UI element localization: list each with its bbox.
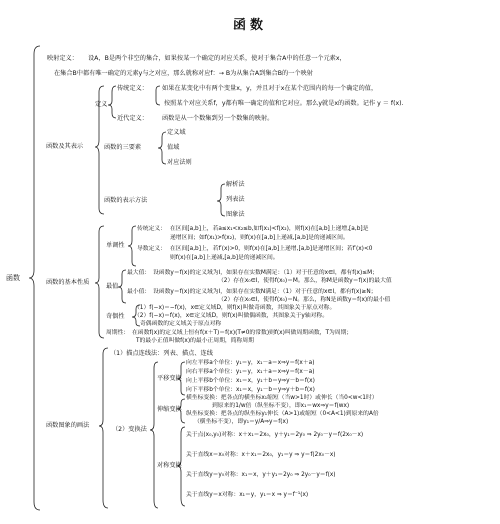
shift-down: 向下平移b个单位：x₁＝x，y₁－b＝y⇒y＋b＝f(x) xyxy=(186,387,315,393)
mono-trad-line-2: 递增区间；如f(x₁)>f(x₂)，则f(x)在[a,b]上递减,[a,b]是的递减区间。 xyxy=(170,235,349,241)
sym-yx: 关于直线y＝x对称：x₁＝y，y₁＝x ⇒ y＝f⁻¹(x) xyxy=(186,492,309,498)
shift-right: 向右平移a个单位：y₁＝y，x₁＋a＝x⇒y＝f(x－a) xyxy=(186,369,315,375)
parity-note: 奇偶函数的定义域关于原点对称 xyxy=(140,321,222,327)
parity-line-1: （1）f(−x)＝−f(x)，x∈定义域D，则f(x)叫做奇函数，其图象关于原点对称。 xyxy=(134,305,336,311)
plot-method: （1）描点连线法：列表、描点、连线 xyxy=(110,350,213,357)
parity-label: 奇偶性 xyxy=(106,313,125,320)
rep-analytic: 解析法 xyxy=(226,181,245,188)
sym-y0: 关于直线y＝y₀对称：x₁＝x，y＋y₁＝2y₀ ⇒ 2y₀－y＝f(x) xyxy=(186,472,336,478)
traditional-def-label: 传统定义： xyxy=(117,85,148,92)
sym-x0: 关于直线x＝x₀对称：x＋x₁＝2x₀，y₁＝y ⇒ y＝f(2x₀－x) xyxy=(186,452,336,458)
max-line-1: 设函数y＝f(x)的定义域为I，如果存在实数M满足：（1）对于任意的x∈I，都有f(x)≤M； xyxy=(153,270,378,276)
element-range: 值域 xyxy=(167,144,180,151)
element-rule: 对应法则 xyxy=(167,159,192,166)
modern-def-label: 近代定义： xyxy=(117,115,148,122)
monotonic-label: 单调性 xyxy=(106,242,125,249)
min-label: 最小值： xyxy=(127,289,151,295)
period-label: 周期性： xyxy=(106,330,130,336)
mapping-line-2: 在集合B中都有唯一确定的元素y与之对应，那么就称对应f：→ B为从集合A到集合B的一个映射 xyxy=(54,70,313,77)
properties-label: 函数的基本性质 xyxy=(46,279,90,286)
min-line-1: 设函数y＝f(x)的定义域为I，如果存在实数N满足：（1）对于任意的x∈I，都有f(x)≥N； xyxy=(153,289,377,295)
stretch-x-2: 到原来的1/w倍（纵坐标不变），即x₁＝wx⇒y＝f(wx) xyxy=(212,403,350,409)
symmetry-label: 对称变换 xyxy=(157,462,182,469)
mono-deriv-line-1: 在区间[a,b]上，若f′(x)>0，则f(x)在[a,b]上递增,[a,b]是递增区间；若f′(x)<0 xyxy=(170,246,373,252)
shift-left: 向左平移a个单位：y₁＝y，x₁－a＝x⇒y＝f(x＋a) xyxy=(186,360,315,366)
extreme-label: 最值 xyxy=(106,283,119,290)
shift-label: 平移变换 xyxy=(157,375,182,382)
mapping-line-1: 设A，B是两个非空的集合，如果按某一个确定的对应关系，使对于集合A中的任意一个元素x， xyxy=(88,55,346,62)
mono-deriv-line-2: 则f(x)在[a,b]上递减,[a,b]是的递减区间。 xyxy=(170,255,279,261)
period-line-1: 在函数f(x)的定义域上恒有f(x＋T)＝f(x)(T≠0的常数)则f(x)叫做周期函数，T为周期； xyxy=(132,330,353,336)
max-label: 最大值： xyxy=(127,270,151,276)
traditional-def-line-2: 按照某个对应关系f，y都有唯一确定的值和它对应。那么y就是x的函数。记作 y ＝ f(x). xyxy=(164,100,404,107)
concept-label: 函数及其表示 xyxy=(46,143,84,150)
representation-label: 函数的表示方法 xyxy=(104,197,148,204)
stretch-x-1: 横坐标变换：把各点的横坐标x₁缩短（当w>1时）或伸长（当0<w<1时） xyxy=(186,395,378,401)
three-elements-label: 函数的三要素 xyxy=(104,144,142,151)
max-line-2: （2）存在x₀∈I，使得f(x₀)＝M。那么，称M是函数y＝f(x)的最大值 xyxy=(218,278,392,284)
stretch-y-1: 纵坐标变换：把各点的纵坐标y₁伸长（A>1)或缩短（0<A<1)到原来的A倍 xyxy=(186,411,379,417)
root-label: 函数 xyxy=(6,274,20,282)
min-line-2: （2）存在x₀∈I，使得f(x₀)＝N。那么，称N是函数y＝f(x)的最小值 xyxy=(218,297,391,303)
mono-trad-label: 传统定义： xyxy=(137,226,166,232)
element-domain: 定义域 xyxy=(167,129,186,136)
mapping-label: 映射定义： xyxy=(47,55,78,62)
modern-def-text: 函数是从一个数集到另一个数集的映射。 xyxy=(162,115,274,122)
rep-table: 列表法 xyxy=(226,196,245,203)
shift-up: 向上平移b个单位：x₁＝x，y₁＋b＝y⇒y－b＝f(x) xyxy=(186,378,315,384)
sym-point: 关于点(x₀,y₀)对称：x＋x₁＝2x₀，y＋y₁＝2y₀ ⇒ 2y₀－y＝f(2x₀－x) xyxy=(186,432,364,438)
transform-label: （2）变换法 xyxy=(112,426,147,433)
page-title: 函数 xyxy=(232,18,267,33)
definition-label: 定义 xyxy=(95,101,108,108)
graphs-label: 函数图象的画法 xyxy=(46,422,90,429)
period-line-2: T的最小正值叫做f(x)的最小正周期，简称周期 xyxy=(136,338,254,344)
rep-graph: 图象法 xyxy=(226,211,245,218)
stretch-y-2: （横坐标不变），即y₁＝y/A⇒y＝f(x) xyxy=(194,419,289,425)
parity-line-2: （2）f(−x)＝f(x)，x∈定义域D，则f(x)叫做偶函数，其图象关于y轴对称。 xyxy=(134,313,329,319)
mono-deriv-label: 导数定义： xyxy=(137,246,166,252)
stretch-label: 伸缩变换 xyxy=(157,406,182,413)
mono-trad-line-1: 在区间[a,b]上，若a≤x₁<x₂≤b,如f(x₁)<f(x₂)，则f(x)在[a,b]上递增,[a,b]是 xyxy=(170,226,369,232)
traditional-def-line-1: 如果在某变化中有两个变量x，y，并且对于x在某个范围内的每一个确定的值， xyxy=(162,85,378,92)
